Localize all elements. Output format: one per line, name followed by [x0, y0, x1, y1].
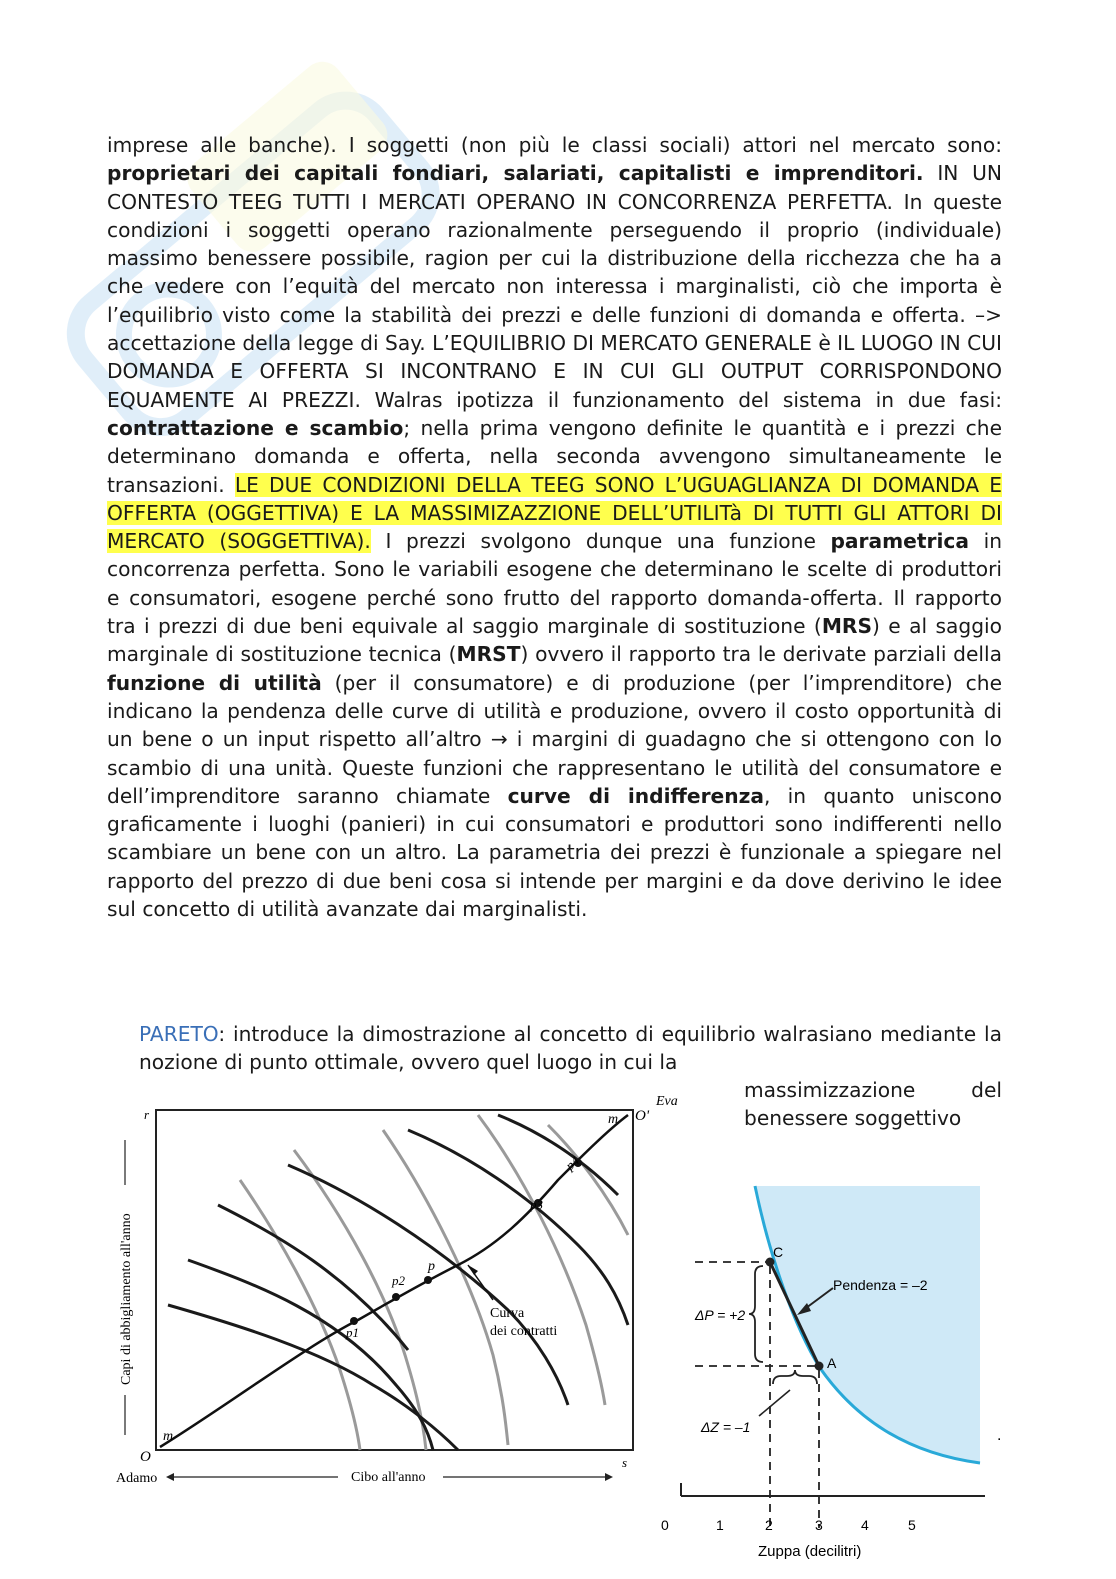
s-label: s [622, 1455, 628, 1470]
contract-curve-label-2: dei contratti [490, 1324, 558, 1339]
point-p3-label: p3 [530, 1197, 543, 1212]
pareto-heading: PARETO [139, 1022, 219, 1046]
x-axis-ticks [661, 1517, 916, 1533]
pareto-paragraph-tail: massimizzazione del benessere soggettivo [744, 1078, 1002, 1131]
pareto-paragraph: PARETO: introduce la dimostrazione al concetto di equilibrio walrasiano mediante la nozione di punto ottimale, ovvero quel luogo in cui la [139, 1022, 1002, 1075]
point-p-label: p [428, 1259, 435, 1274]
y-axis-label: Capi di abbigliamento all'anno [119, 1213, 134, 1385]
main-paragraph: imprese alle banche). I soggetti (non più le classi sociali) attori nel mercato sono: proprietari dei capitali fondiari, salariati, capitalisti e imprenditori. IN UN CONTESTO TEEG TUTTI I MERCATI OPERANO IN CONCORRENZA PERFETTA. In queste condizioni i soggetti operano razionalmente perseguendo il proprio (individuale) massimo benessere possibile, ragion per cui la distribuzione della ricchezza che ha a che vedere con l’equità del mercato non interessa i marginalisti, ciò che importa è l’equilibrio visto come la stabilità dei prezzi e delle funzioni di domanda e offerta. –> accettazione della legge di Say. L’EQUILIBRIO DI MERCATO GENERALE è IL LUOGO IN CUI DOMANDA E OFFERTA SI INCONTRANO E IN CUI GLI OUTPUT CORRISPONDONO EQUAMENTE AI PREZZI. Walras ipotizza il funzionamento del sistema in due fasi: contrattazione e scambio; nella prima vengono definite le quantità e i prezzi che determinano domanda e offerta, nella seconda avvengono simultaneamente le transazioni. LE DUE CONDIZIONI DELLA TEEG SONO L’UGUAGLIANZA DI DOMANDA E OFFERTA (OGGETTIVA) E LA MASSIMIZAZZIONE DELL’UTILITà DI TUTTI GLI ATTORI DI MERCATO (SOGGETTIVA). I prezzi svolgono dunque una funzione parametrica in concorrenza perfetta. Sono le variabili esogene che determinano le scelte di produttori e consumatori, esogene perché sono frutto del rapporto domanda-offerta. Il rapporto tra i prezzi di due beni equivale al saggio marginale di sostituzione (MRS) e al saggio marginale di sostituzione tecnica (MRST) ovvero il rapporto tra le derivate parziali della funzione di utilità (per il consumatore) e di produzione (per l’imprenditore) che indicano la pendenza delle curve di utilità e produzione, ovvero il costo opportunità di un bene o un input rispetto all’altro → i margini di guadagno che si ottengono con lo scambio di una unità. Queste funzioni che rappresentano le utilità del consumatore e dell’imprenditore saranno chiamate curve di indifferenza, in quanto uniscono graficamente i luoghi (panieri) in cui consumatori e produttori sono indifferenti nello scambiare un bene con un altro. La parametria dei prezzi è funzionale a spiegare nel rapporto del prezzo di due beni cosa si intende per margini e da dove derivino le idee sul concetto di utilità avanzate dai marginalisti. [107, 133, 1002, 922]
contract-curve-label-1: Curva [490, 1306, 525, 1321]
eva-label: Eva [656, 1094, 678, 1109]
x-tick-4: 4 [861, 1517, 869, 1533]
slope-label: Pendenza = –2 [833, 1277, 928, 1293]
x-tick-1: 1 [716, 1517, 724, 1533]
dot-label: . [997, 1427, 1002, 1444]
x-tick-2: 2 [765, 1517, 773, 1533]
x-tick-5: 5 [908, 1517, 916, 1533]
delta-z-label: ΔZ = –1 [701, 1419, 751, 1435]
origin-eva-label: O' [635, 1108, 650, 1124]
x-tick-3: 3 [815, 1517, 823, 1533]
point-p2-label: p2 [392, 1273, 405, 1288]
edgeworth-box-figure [108, 1085, 688, 1495]
highlighted-text: LE DUE CONDIZIONI DELLA TEEG SONO L’UGUAGLIANZA DI DOMANDA E OFFERTA (OGGETTIVA) E LA MASSIMIZAZZIONE DELL’UTILITà DI TUTTI GLI ATTORI DI MERCATO (SOGGETTIVA). [107, 472, 1002, 554]
origin-adamo-label: O [140, 1449, 151, 1465]
delta-p-label: ΔP = +2 [695, 1307, 746, 1323]
slope-chart [655, 1178, 1015, 1578]
m-bottom-label: m [163, 1429, 174, 1444]
x-axis-label: Zuppa (decilitri) [758, 1543, 862, 1560]
adamo-label: Adamo [116, 1471, 158, 1486]
x-axis-label: Cibo all'anno [351, 1470, 426, 1485]
x-tick-0: 0 [661, 1517, 669, 1533]
point-p4-label: p4 [562, 1153, 583, 1173]
point-p1-label: p1 [346, 1325, 359, 1340]
r-label: r [144, 1107, 150, 1122]
m-top-label: m [608, 1112, 619, 1127]
point-a-label: A [827, 1355, 837, 1371]
point-c-label: C [773, 1244, 784, 1260]
utility-area-fill [755, 1186, 980, 1463]
